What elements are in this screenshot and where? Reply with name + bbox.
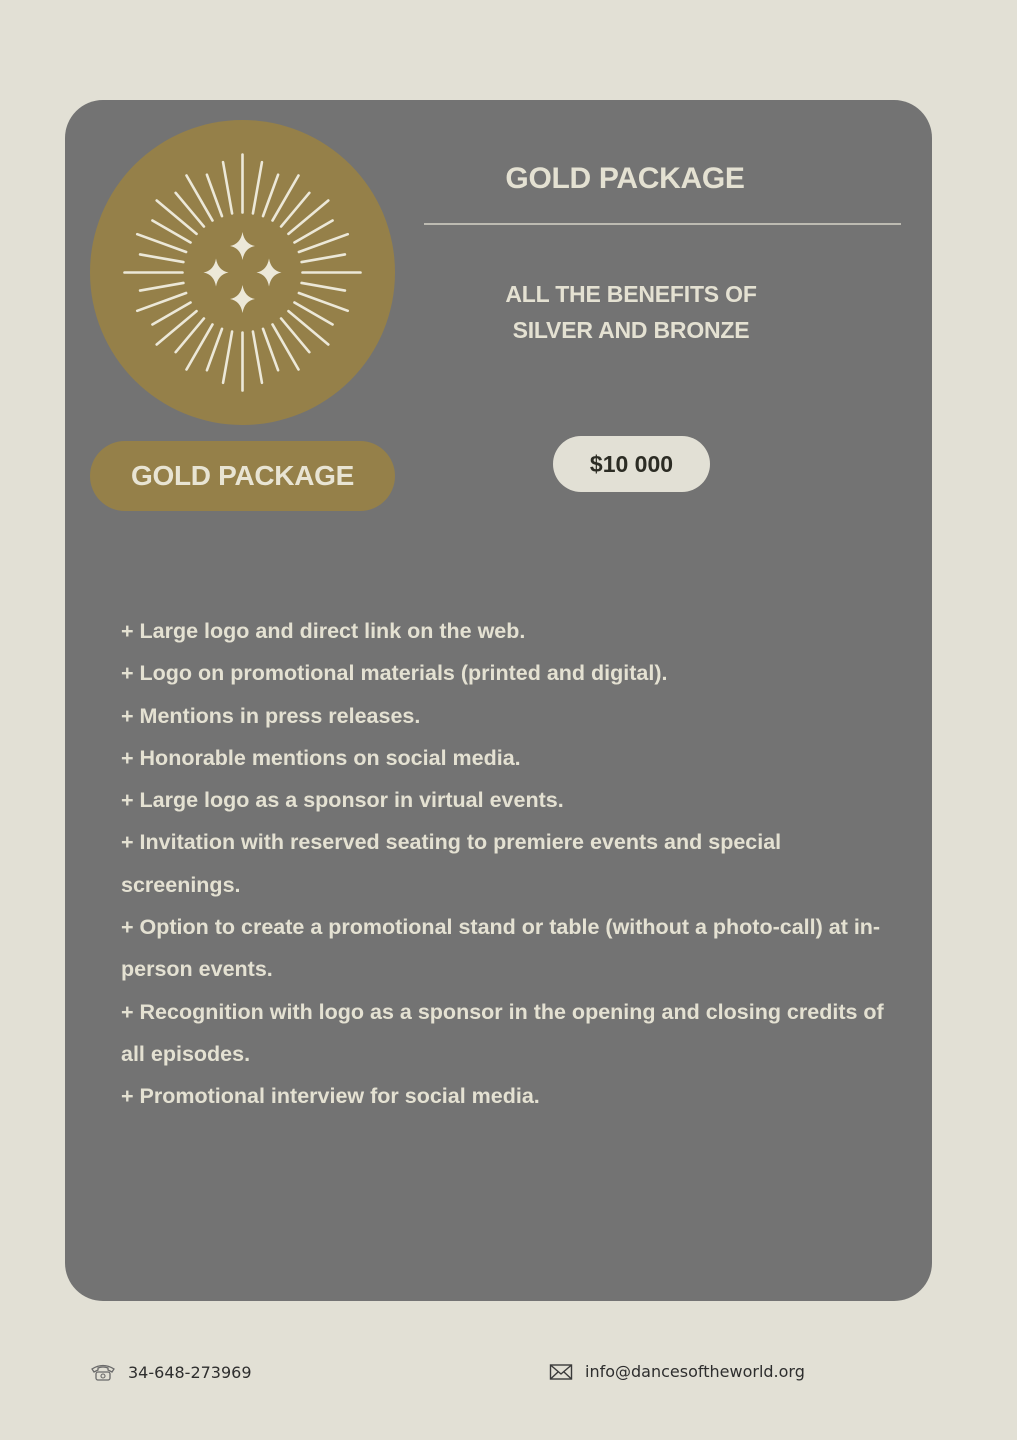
envelope-icon xyxy=(549,1363,573,1381)
sun-burst-icon xyxy=(90,120,395,425)
benefit-item: + Logo on promotional materials (printed and digital). xyxy=(121,661,668,686)
benefit-item: + Invitation with reserved seating to premiere events and special screenings. xyxy=(121,830,782,897)
benefits-list xyxy=(121,610,896,1118)
benefit-item: + Mentions in press releases. xyxy=(121,703,421,728)
benefit-item: + Recognition with logo as a sponsor in the opening and closing credits of all episodes. xyxy=(121,999,884,1066)
footer-phone xyxy=(90,1362,252,1382)
benefit-item: + Honorable mentions on social media. xyxy=(121,745,521,770)
price-value: $10 000 xyxy=(589,450,674,477)
subtitle-line: SILVER AND BRONZE xyxy=(512,317,750,343)
package-subtitle xyxy=(424,276,838,348)
subtitle-line: ALL THE BENEFITS OF xyxy=(505,281,757,307)
phone-icon xyxy=(90,1362,116,1382)
price-badge xyxy=(553,436,710,492)
package-title: GOLD PACKAGE xyxy=(505,162,745,195)
benefit-item: + Option to create a promotional stand or table (without a photo-call) at in-person events. xyxy=(121,915,881,982)
phone-number: 34-648-273969 xyxy=(128,1362,252,1382)
benefit-item: + Large logo and direct link on the web. xyxy=(121,619,526,643)
package-badge-label: GOLD PACKAGE xyxy=(131,460,354,491)
package-badge xyxy=(90,441,395,511)
email-address: info@dancesoftheworld.org xyxy=(585,1362,805,1381)
title-divider xyxy=(424,223,901,225)
footer-email xyxy=(549,1362,805,1381)
benefit-item: + Large logo as a sponsor in virtual events. xyxy=(121,788,564,813)
benefit-item: + Promotional interview for social media. xyxy=(121,1084,540,1109)
